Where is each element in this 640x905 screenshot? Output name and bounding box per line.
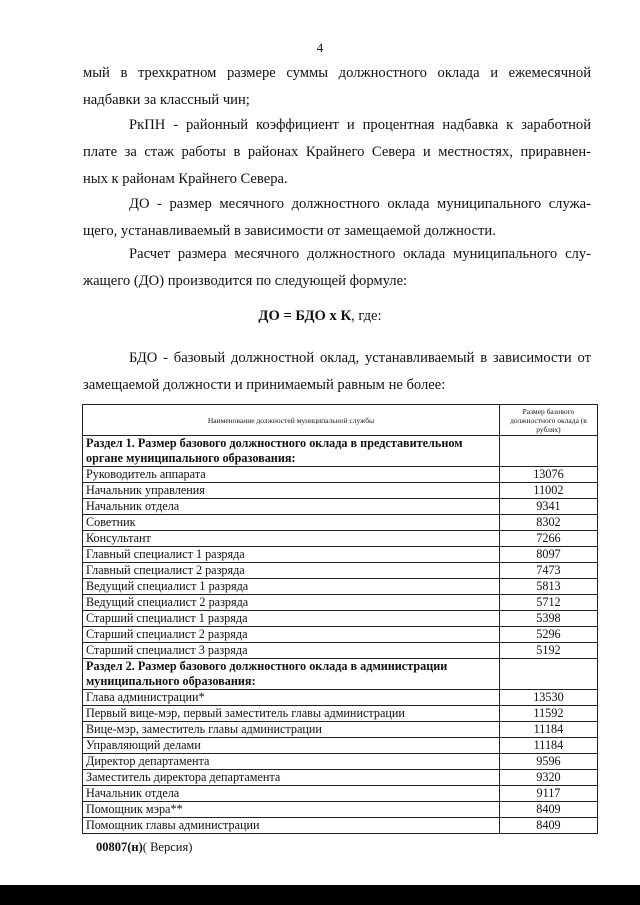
paragraph-continuation [83, 60, 591, 114]
salary-value: 8302 [499, 515, 597, 531]
salary-value: 7266 [499, 531, 597, 547]
salary-value: 5712 [499, 595, 597, 611]
document-version: ( Версия) [142, 840, 193, 854]
salary-value: 9320 [499, 770, 597, 786]
salary-value: 8409 [499, 818, 597, 834]
header-position: Наименование должностей муниципальной службы [83, 405, 500, 436]
salary-value: 7473 [499, 563, 597, 579]
paragraph-calculation [83, 241, 591, 295]
table-row [83, 483, 598, 499]
section-value-cell [499, 436, 597, 467]
position-name: Старший специалист 2 разряда [83, 627, 500, 643]
text-line: ДО - размер месячного должностного оклада муниципального служа- [129, 196, 591, 212]
position-name: Начальник отдела [83, 499, 500, 515]
paragraph-do [83, 191, 591, 245]
text-line: БДО - базовый должностной оклад, устанавливаемый в зависимости от [129, 350, 591, 366]
salary-value: 5398 [499, 611, 597, 627]
text-line: плате за стаж работы в районах Крайнего Севера и местностях, приравнен- [83, 144, 591, 160]
position-name: Директор департамента [83, 754, 500, 770]
table-row [83, 467, 598, 483]
scan-bottom-border [0, 885, 640, 905]
table-row [83, 690, 598, 706]
table-row [83, 770, 598, 786]
formula [0, 308, 640, 325]
text-line: надбавки за классный чин; [83, 92, 250, 108]
text-line: замещаемой должности и принимаемый равным не более: [83, 377, 446, 393]
footer [96, 840, 192, 855]
section-value-cell [499, 659, 597, 690]
table-row [83, 754, 598, 770]
formula-suffix: , где: [351, 308, 382, 324]
text-line: РкПН - районный коэффициент и процентная надбавка к заработной [129, 117, 591, 133]
salary-value: 5296 [499, 627, 597, 643]
position-name: Советник [83, 515, 500, 531]
salary-value: 11002 [499, 483, 597, 499]
section-title: Раздел 1. Размер базового должностного оклада в представительном органе муниципального образования: [83, 436, 500, 467]
position-name: Старший специалист 3 разряда [83, 643, 500, 659]
salary-value: 8409 [499, 802, 597, 818]
table-row [83, 818, 598, 834]
salary-value: 11184 [499, 738, 597, 754]
section-row [83, 436, 598, 467]
position-name: Главный специалист 2 разряда [83, 563, 500, 579]
table-row [83, 547, 598, 563]
salary-value: 8097 [499, 547, 597, 563]
text-line: Расчет размера месячного должностного оклада муниципального слу- [129, 246, 591, 262]
page-number: 4 [316, 40, 324, 55]
table-row [83, 531, 598, 547]
text-line: щего, устанавливаемый в зависимости от замещаемой должности. [83, 223, 496, 239]
text-line: ных к районам Крайнего Севера. [83, 171, 288, 187]
salary-value: 13530 [499, 690, 597, 706]
table-row [83, 515, 598, 531]
paragraph-bdo [83, 345, 591, 399]
position-name: Ведущий специалист 2 разряда [83, 595, 500, 611]
position-name: Первый вице-мэр, первый заместитель главы администрации [83, 706, 500, 722]
section-title: Раздел 2. Размер базового должностного оклада в администрации муниципального образования: [83, 659, 500, 690]
text-line: жащего (ДО) производится по следующей формуле: [83, 273, 408, 289]
table-row [83, 499, 598, 515]
position-name: Вице-мэр, заместитель главы администрации [83, 722, 500, 738]
table-row [83, 627, 598, 643]
salary-value: 11592 [499, 706, 597, 722]
salary-value: 11184 [499, 722, 597, 738]
document-code: 00807(н) [96, 840, 143, 854]
salary-value: 5813 [499, 579, 597, 595]
paragraph-rkpn [83, 112, 591, 193]
salary-value: 5192 [499, 643, 597, 659]
table-row [83, 563, 598, 579]
salary-value: 9341 [499, 499, 597, 515]
table-row [83, 706, 598, 722]
position-name: Ведущий специалист 1 разряда [83, 579, 500, 595]
table-row [83, 611, 598, 627]
salary-value: 13076 [499, 467, 597, 483]
position-name: Начальник управления [83, 483, 500, 499]
position-name: Главный специалист 1 разряда [83, 547, 500, 563]
formula-expression: ДО = БДО х К [258, 308, 352, 324]
position-name: Помощник главы администрации [83, 818, 500, 834]
text-line: мый в трехкратном размере суммы должностного оклада и ежемесячной [83, 65, 591, 81]
position-name: Старший специалист 1 разряда [83, 611, 500, 627]
salary-value: 9117 [499, 786, 597, 802]
table-header-row [83, 405, 598, 436]
salary-value: 9596 [499, 754, 597, 770]
section-row [83, 659, 598, 690]
position-name: Управляющий делами [83, 738, 500, 754]
table-row [83, 643, 598, 659]
table-row [83, 579, 598, 595]
position-name: Глава администрации* [83, 690, 500, 706]
salary-table [82, 404, 598, 834]
position-name: Начальник отдела [83, 786, 500, 802]
position-name: Руководитель аппарата [83, 467, 500, 483]
table-body [83, 436, 598, 834]
position-name: Консультант [83, 531, 500, 547]
header-salary: Размер базового должностного оклада (в рублях) [499, 405, 597, 436]
table-row [83, 738, 598, 754]
table-row [83, 722, 598, 738]
position-name: Заместитель директора департамента [83, 770, 500, 786]
table-row [83, 786, 598, 802]
table-row [83, 595, 598, 611]
position-name: Помощник мэра** [83, 802, 500, 818]
table-row [83, 802, 598, 818]
